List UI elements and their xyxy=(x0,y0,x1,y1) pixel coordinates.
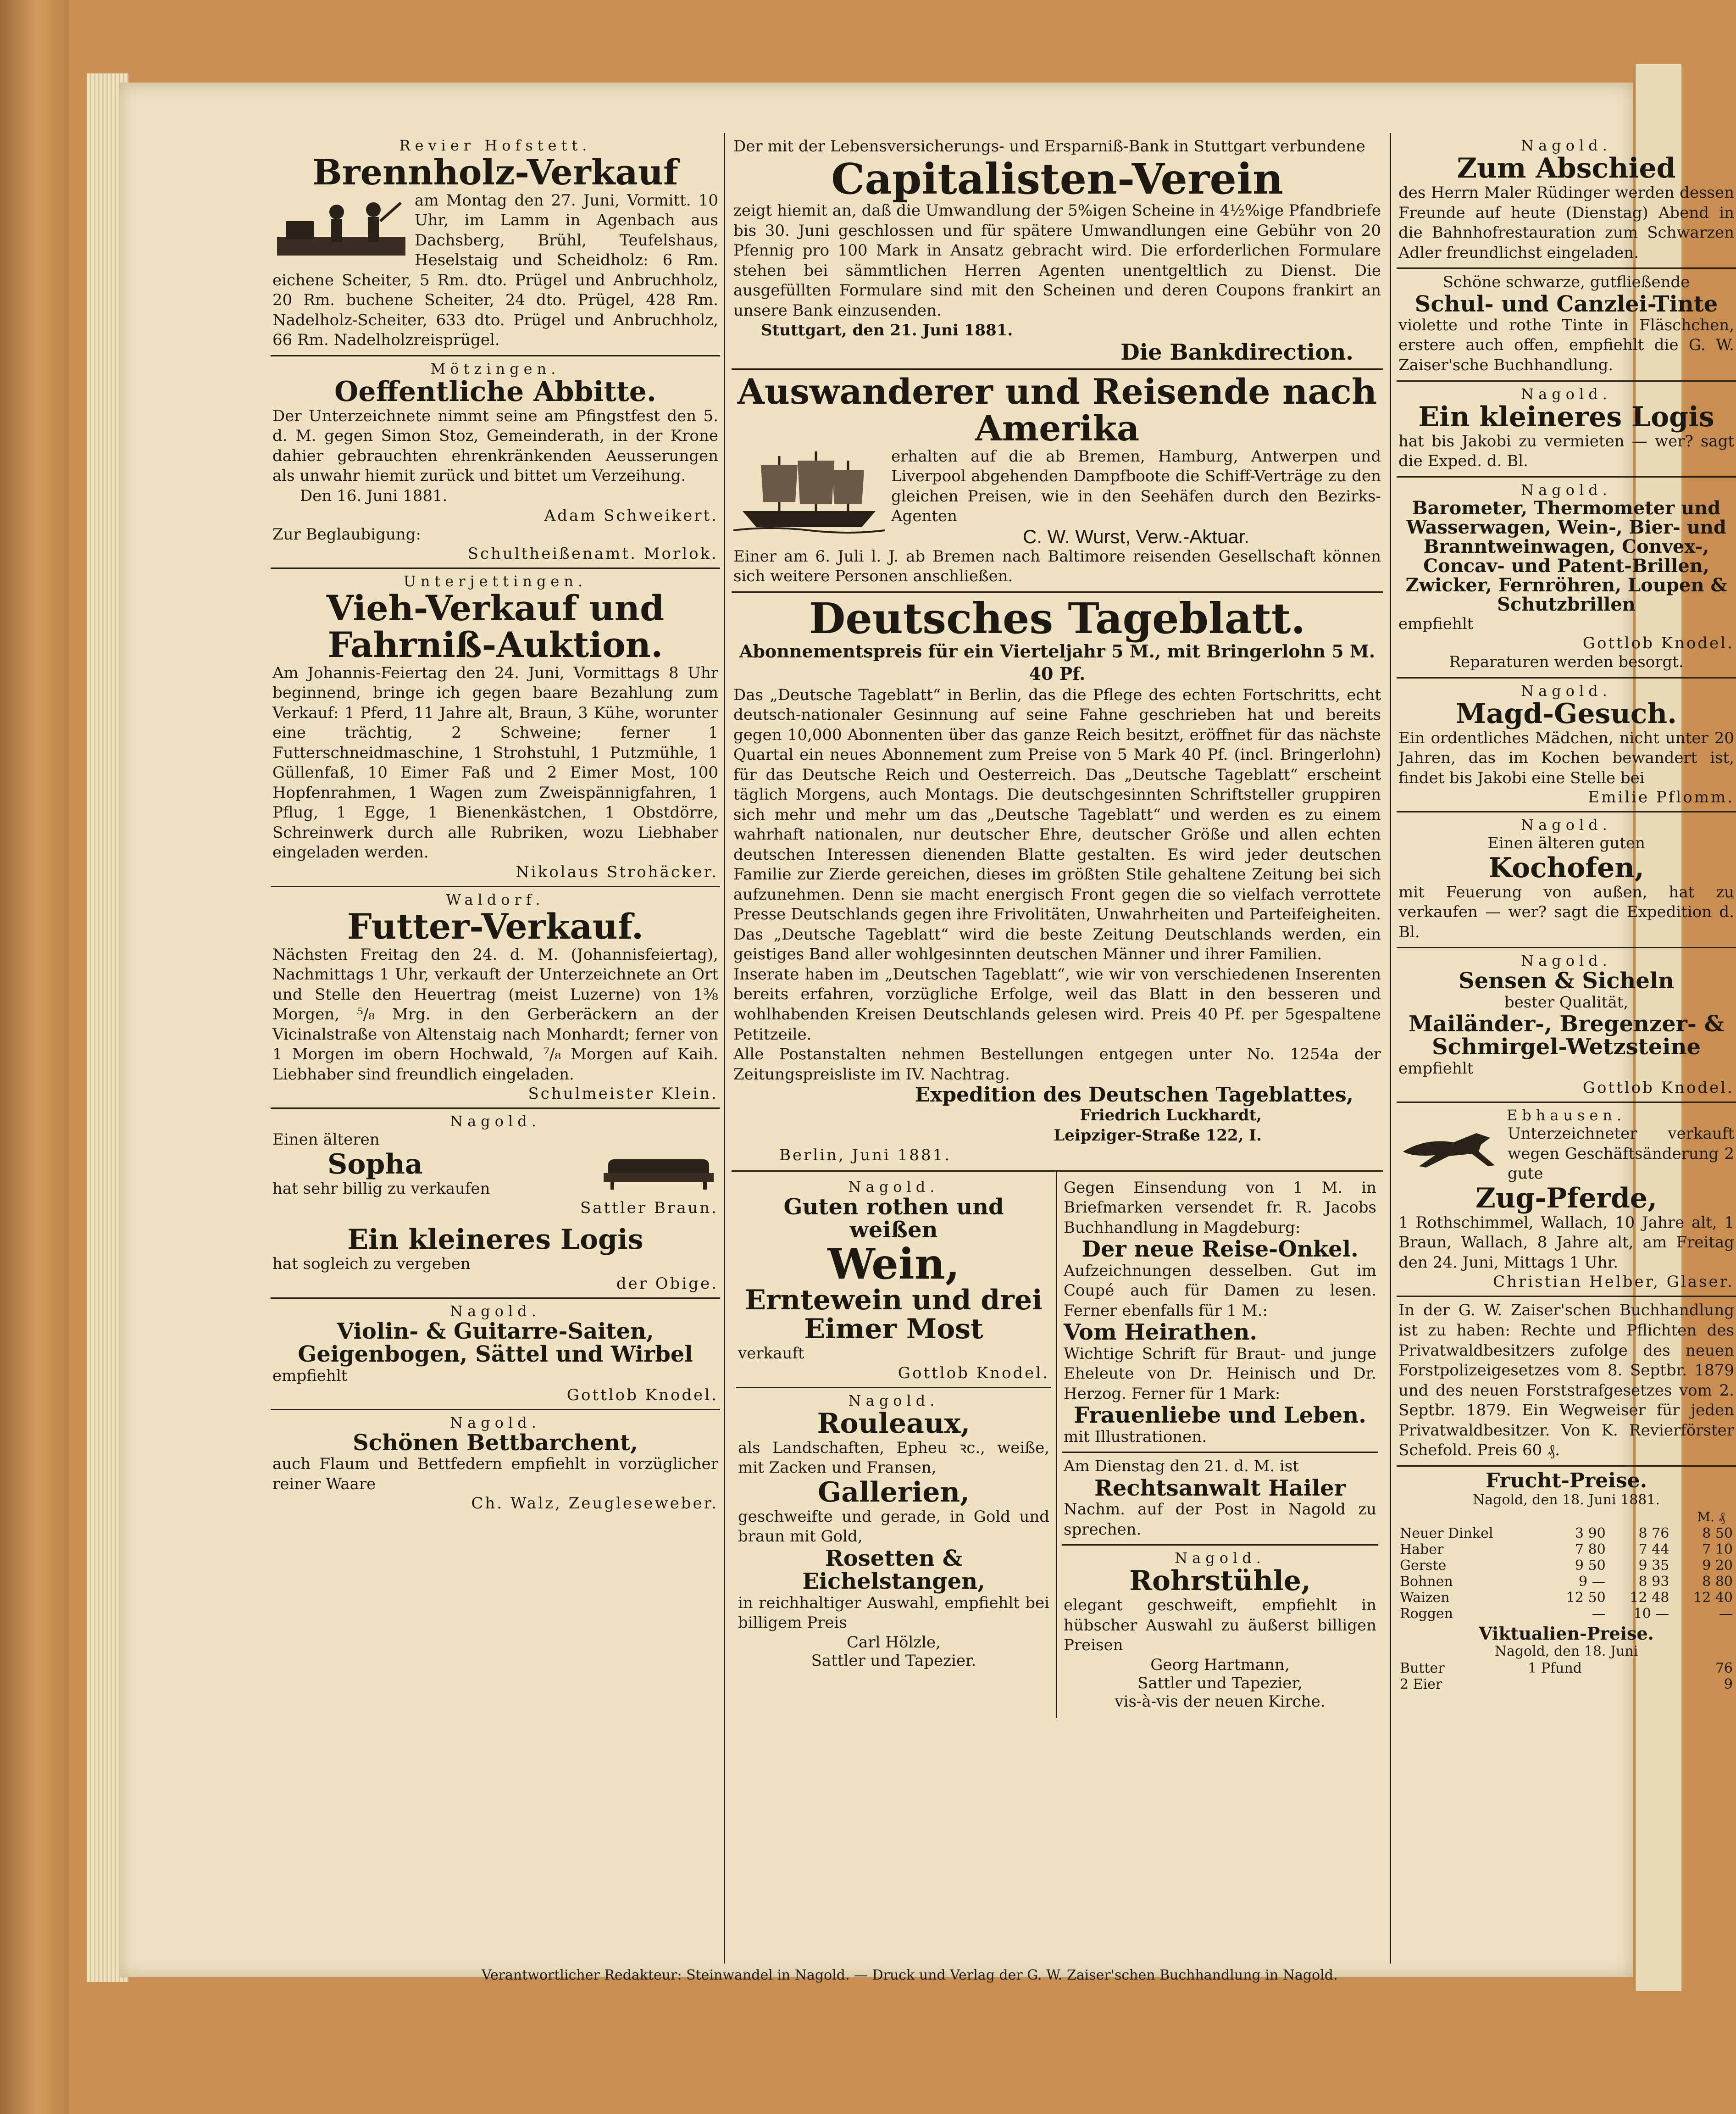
ad-capitalisten xyxy=(732,133,1383,370)
ad-pre: Einen älteren guten xyxy=(1487,834,1645,853)
ad-title: Schul- und Canzlei-Tinte xyxy=(1414,291,1718,317)
price-cell-name: Waizen xyxy=(1400,1590,1450,1606)
ad-saiten xyxy=(271,1299,720,1410)
ad-signer: der Obige. xyxy=(616,1274,718,1293)
price-cell-qty xyxy=(1526,1676,1680,1692)
ad-title: Deutsches Tageblatt. xyxy=(809,593,1306,643)
ad-reiseonkel xyxy=(1062,1174,1378,1453)
ad-text: Nächsten Freitag den 24. d. M. (Johannisfeiertag), Nachmittags 1 Uhr, verkauft der Unterzeichnete an Ort und Stelle den Heuertrag (meist Luzerne) von 1⅜ Morgen, ⁵/₈ Mrg. in den Gerberäckern an der Vicinalstraße von Altenstaig nach Monhardt; ferner von 1 Morgen im obern Hochwald, ⁷/₈ Morgen auf Kaih. Liebhaber sind freundlich eingeladen. xyxy=(272,945,718,1084)
newspaper-page xyxy=(119,83,1734,1983)
price-cell-name: 2 Eier xyxy=(1400,1676,1442,1693)
ad-signer: Adam Schweikert. xyxy=(544,506,718,525)
ad-text-1: als Landschaften, Epheu ꝛc., weiße, mit Zacken und Fransen, xyxy=(738,1438,1049,1477)
price-cell-a: 3 90 xyxy=(1575,1525,1606,1542)
price-row xyxy=(1398,1574,1734,1590)
price-cell-name: Gerste xyxy=(1400,1558,1447,1574)
ad-text-4: mit Illustrationen. xyxy=(1064,1427,1207,1446)
ad-sub: bester Qualität, xyxy=(1504,993,1629,1012)
ad-text-1: Am Dienstag den 21. d. M. ist xyxy=(1064,1457,1299,1476)
price-title-2: Viktualien-Preise. xyxy=(1479,1623,1654,1644)
ad-text: erhalten auf die ab Bremen, Hamburg, Antwerpen und Liverpool abgehenden Dampfboote die Schiff-Verträge zu den gleichen Preisen, wie in den Seehäfen durch den Bezirks-Agenten xyxy=(891,447,1381,526)
ad-title: Vieh-Verkauf und Fahrniß-Auktion. xyxy=(326,588,665,665)
ad-text: hat sehr billig zu verkaufen xyxy=(272,1179,490,1198)
price-cell-b: 7 44 xyxy=(1638,1541,1669,1558)
ad-text: Das „Deutsche Tageblatt“ in Berlin, das die Pflege des echten Fortschritts, echt deutsch-nationaler Gesinnung auf seine Fahne geschrieben hat und bereits gegen 10,000 Abonnenten über das ganze Reich besitzt, eröffnet für das nächste Quartal ein neues Abonnement zum Preise von 5 Mark 40 Pf. (incl. Bringerlohn) für das Deutsche Reich und Oesterreich. Das „Deutsche Tageblatt“ erscheint täglich Morgens, auch Montags. Die deutschgesinnten Schriftsteller gruppiren sich mehr und mehr um das „Deutsche Tageblatt“ und werden es zu einem wahrhaft nationalen, nur deutscher Ehre, deutscher Größe und allen echten deutschen Interessen dienenden Blatte gestalten. Es wird jeder deutschen Familie zur Zierde gereichen, dieses im größten Stile gehaltene Zeitung bei sich aufzunehmen. Denn sie macht energisch Front gegen die so vielfach verrottete Presse Deutschlands gegen ihre Frivolitäten, Unwahrheiten und Parteifeigheiten. Das „Deutsche Tageblatt“ wird die beste Zeitung Deutschlands werden, ein geistiges Band aller wohlgesinnten deutschen Männer und ihrer Familien. xyxy=(733,685,1381,964)
ad-location: Nagold. xyxy=(1521,682,1612,700)
footer-imprint: Verantwortlicher Redakteur: Steinwandel in Nagold. — Druck und Verlag der G. W. Zaiser'schen Buchhandlung in Nagold. xyxy=(482,1967,1338,1983)
ad-title: Barometer, Thermometer und Wasserwagen, Wein-, Bier- und Branntweinwagen, Convex-, Concav- und Patent-Brillen, Zwicker, Fernröhren, Loupen & Schutzbrillen xyxy=(1405,497,1727,615)
ad-text-2: 1 Rothschimmel, Wallach, 10 Jahre alt, 1 Braun, Wallach, 8 Jahre alt, am Freitag den 24. Juni, Mittags 1 Uhr. xyxy=(1398,1213,1734,1272)
ad-tageblatt xyxy=(732,593,1383,1172)
ad-title-3: Erntewein und drei Eimer Most xyxy=(745,1284,1043,1346)
price-cell-name: Roggen xyxy=(1400,1606,1453,1622)
woodcutters-illustration-icon xyxy=(272,194,410,262)
ad-location: Nagold. xyxy=(1521,816,1612,834)
price-cell-name: Neuer Dinkel xyxy=(1400,1525,1493,1542)
ad-cert-by: Schultheißenamt. Morlok. xyxy=(467,545,718,563)
column-2 xyxy=(732,133,1383,1718)
ad-text: elegant geschweift, empfiehlt in hübscher Auswahl zu äußerst billigen Preisen xyxy=(1064,1596,1376,1655)
ad-title: Futter-Verkauf. xyxy=(347,906,644,947)
price-cell-a: 9 — xyxy=(1579,1574,1606,1590)
price-cell-a: — xyxy=(1592,1606,1606,1622)
price-date: Nagold, den 18. Juni 1881. xyxy=(1472,1491,1660,1508)
ad-date: Stuttgart, den 21. Juni 1881. xyxy=(761,321,1013,340)
ad-title: Magd-Gesuch. xyxy=(1456,697,1677,730)
price-cell-c: 7 10 xyxy=(1702,1541,1733,1558)
ad-title: Ein kleineres Logis xyxy=(347,1224,643,1256)
ad-signer: Gottlob Knodel. xyxy=(566,1386,718,1405)
ad-signer: Georg Hartmann, xyxy=(1150,1655,1290,1674)
ad-title-3: Rosetten & Eichelstangen, xyxy=(802,1545,985,1595)
ad-kochofen xyxy=(1397,812,1736,948)
ad-signer: Die Bankdirection. xyxy=(1120,339,1353,365)
ad-signer: Schulmeister Klein. xyxy=(528,1085,718,1103)
ad-expedition-address: Leipziger-Straße 122, I. xyxy=(1054,1126,1262,1145)
ad-logis xyxy=(271,1222,720,1299)
ad-sensen xyxy=(1397,948,1736,1103)
ad-location: Nagold. xyxy=(1521,385,1612,403)
price-date-2: Nagold, den 18. Juni xyxy=(1494,1643,1638,1659)
price-table xyxy=(1398,1525,1734,1622)
ad-text-1: Gegen Einsendung von 1 M. in Briefmarken versendet fr. R. Jacobs Buchhandlung in Magdeburg: xyxy=(1064,1178,1376,1237)
price-cell-name: Bohnen xyxy=(1400,1574,1453,1590)
ad-location: Nagold. xyxy=(1521,952,1612,970)
ad-text-3: in reichhaltiger Auswahl, empfiehlt bei billigem Preis xyxy=(738,1593,1049,1632)
ad-text2: Inserate haben im „Deutschen Tageblatt“, wie wir von verschiedenen Inserenten bereits erfahren, vorzügliche Erfolge, weil das Blatt in den besseren und wohlhabenden Kreisen Deutschlands gelesen wird. Preis 40 Pf. per 5gespaltene Petitzeile. xyxy=(733,965,1381,1044)
ad-sub: Abonnementspreis für ein Vierteljahr 5 M., mit Bringerlohn 5 M. 40 Pf. xyxy=(739,641,1375,684)
split-section xyxy=(732,1172,1383,1718)
ad-location: Nagold. xyxy=(1521,481,1612,499)
ad-signer-2: Sattler und Tapezier. xyxy=(811,1651,976,1670)
price-cell-val: 9 xyxy=(1724,1676,1733,1693)
ad-text: des Herrn Maler Rüdinger werden dessen Freunde auf heute (Dienstag) Abend in die Bahnhofrestauration zum Schwarzen Adler freundlichst eingeladen. xyxy=(1398,184,1734,262)
ad-rouleaux xyxy=(736,1388,1051,1675)
split-right xyxy=(1057,1172,1383,1718)
ad-signer: Emilie Pflomm. xyxy=(1588,788,1734,807)
ad-title: Capitalisten-Verein xyxy=(831,154,1283,204)
price-cell-c: — xyxy=(1719,1606,1733,1622)
ad-text3: Alle Postanstalten nehmen Bestellungen entgegen unter No. 1254a der Zeitungspreisliste im IV. Nachtrag. xyxy=(733,1045,1381,1084)
ad-title: Sensen & Sicheln xyxy=(1458,968,1674,994)
ad-location: Unterjettingen. xyxy=(403,573,588,590)
ad-signer: Sattler Braun. xyxy=(580,1199,718,1218)
ad-note: Einer am 6. Juli l. J. ab Bremen nach Baltimore reisenden Gesellschaft können sich weitere Personen anschließen. xyxy=(733,547,1381,586)
ad-signer: Gottlob Knodel. xyxy=(1582,634,1734,653)
ad-location: Waldorf. xyxy=(446,890,545,908)
ad-location: Nagold. xyxy=(848,1391,939,1409)
ad-title: Zum Abschied xyxy=(1457,152,1676,184)
price-row xyxy=(1398,1590,1734,1606)
price-cell-a: 7 80 xyxy=(1575,1541,1606,1558)
ad-tinte xyxy=(1397,269,1736,381)
ad-pre: Einen älteren xyxy=(272,1130,380,1149)
ad-expedition-name: Friedrich Luckhardt, xyxy=(1080,1106,1262,1125)
ad-location: Mötzingen. xyxy=(430,360,560,378)
ad-text: hat bis Jakobi zu vermieten — wer? sagt die Exped. d. Bl. xyxy=(1398,432,1734,471)
ad-text-3: Wichtige Schrift für Braut- und junge Eheleute von Dr. Heinisch und Dr. Herzog. Ferner für 1 Mark: xyxy=(1064,1344,1376,1403)
price-cell-c: 8 80 xyxy=(1702,1574,1733,1590)
price-cell-name: Haber xyxy=(1400,1541,1444,1558)
price-row xyxy=(1398,1558,1734,1574)
ad-text-2: geschweifte und gerade, in Gold und braun mit Gold, xyxy=(738,1507,1049,1546)
price-cell-name: Butter xyxy=(1400,1660,1445,1677)
price-title: Frucht-Preise. xyxy=(1485,1469,1647,1492)
ad-location: Nagold. xyxy=(450,1414,541,1432)
ad-text: verkauft xyxy=(738,1344,804,1363)
column-3 xyxy=(1397,133,1736,1697)
ad-magd xyxy=(1397,679,1736,813)
ad-intro: Der mit der Lebensversicherungs- und Ersparniß-Bank in Stuttgart verbundene xyxy=(733,137,1365,156)
price-cell-b: 9 35 xyxy=(1638,1558,1669,1574)
price-cell-a: 12 50 xyxy=(1566,1590,1606,1606)
ad-text: mit Feuerung von außen, hat zu verkaufen — wer? sagt die Expedition d. Bl. xyxy=(1398,883,1734,941)
ad-title-1: Guten rothen und weißen xyxy=(783,1194,1004,1243)
ad-text: In der G. W. Zaiser'schen Buchhandlung ist zu haben: Rechte und Pflichten des Privatwaldbesitzers zufolge des neuen Forstpolizeigesetzes vom 8. Septbr. 1879 und des neuen Forststrafgesetzes vom 2. Septbr. 1879. Ein Wegweiser für jeden Privatwaldbesitzer. Von K. Revierförster Schefold. Preis 60 ₰. xyxy=(1398,1301,1734,1460)
ad-signer: Ch. Walz, Zeugleseweber. xyxy=(471,1494,718,1513)
ad-signer: Nikolaus Strohäcker. xyxy=(516,862,718,881)
ad-title: Oeffentliche Abbitte. xyxy=(334,375,656,408)
ad-agent: C. W. Wurst, Verw.-Aktuar. xyxy=(1022,525,1249,547)
ad-futterverkauf xyxy=(271,887,720,1109)
ad-bettbarchent xyxy=(271,1410,720,1517)
ad-location: Nagold. xyxy=(450,1113,541,1130)
price-unit: M. ₰ xyxy=(1697,1509,1725,1525)
ad-text: Der Unterzeichnete nimmt seine am Pfingstfest den 5. d. M. gegen Simon Stoz, Gemeinderath, in der Krone dahier gebrauchten ehrenkränkenden Aeusserungen als unwahr hiemit zurück und bittet um Verzeihung. xyxy=(272,406,718,485)
ad-logis-2 xyxy=(1397,382,1736,478)
ad-location: Nagold. xyxy=(1175,1549,1265,1567)
price-cell-a: 9 50 xyxy=(1575,1558,1606,1574)
ad-brennholz xyxy=(271,133,720,356)
ad-title: Violin- & Guitarre-Saiten, Geigenbogen, Sättel und Wirbel xyxy=(298,1318,693,1368)
price-cell-c: 12 40 xyxy=(1693,1590,1733,1606)
price-cell-val: 76 xyxy=(1715,1660,1733,1677)
split-left xyxy=(732,1172,1057,1718)
ad-wein xyxy=(736,1174,1051,1388)
ad-title-2: Wein, xyxy=(827,1239,960,1289)
ad-location: Nagold. xyxy=(450,1302,541,1320)
ad-text: Am Johannis-Feiertag den 24. Juni, Vormittags 8 Uhr beginnend, bringe ich gegen baare Bezahlung zum Verkauf: 1 Pferd, 11 Jahre alt, Braun, 3 Kühe, worunter eine trächtig, 2 Schweine; ferner 1 Futterschneidmaschine, 1 Strohstuhl, 1 Putzmühle, 1 Güllenfaß, 10 Eimer Faß und 2 Eimer Most, 100 Hopfenrahmen, 1 Wagen zum Zweispännigfahren, 1 Pflug, 1 Egge, 1 Bienenkästchen, 1 Obstdörre, Schreinwerk durch alle Rubriken, wozu Liebhaber eingeladen werden. xyxy=(272,663,718,862)
price-cell-b: 10 — xyxy=(1633,1606,1669,1622)
ad-barometer xyxy=(1397,478,1736,679)
ad-privatwald xyxy=(1397,1297,1736,1466)
ad-text: violette und rothe Tinte in Fläschchen, erstere auch offen, empfiehlt die G. W. Zaiser'sche Buchhandlung. xyxy=(1398,316,1734,374)
column-1 xyxy=(271,133,720,1517)
ad-signer-3: vis-à-vis der neuen Kirche. xyxy=(1115,1692,1326,1711)
price-cell-c: 9 20 xyxy=(1702,1558,1733,1574)
price-row xyxy=(1398,1660,1734,1676)
ad-title: Kochofen, xyxy=(1488,851,1644,884)
price-cell-qty: 1 Pfund xyxy=(1528,1660,1582,1677)
ad-text: am Montag den 27. Juni, Vormitt. 10 Uhr, im Lamm in Agenbach aus Dachsberg, Brühl, Teufelshaus, Heselstaig und Scheidholz: 6 Rm. eichene Scheiter, 5 Rm. dto. Prügel und Anbruchholz, 20 Rm. buchene Scheiter, 24 dto. Prügel, 428 Rm. Nadelholz-Scheiter, 633 dto. Prügel und Anbruchholz, 66 Rm. Nadelholzreisprügel. xyxy=(272,191,718,350)
ad-signer: Gottlob Knodel. xyxy=(1582,1079,1734,1097)
ad-text: hat sogleich zu vergeben xyxy=(272,1255,471,1274)
ad-text: empfiehlt xyxy=(1398,614,1474,633)
ad-title: Rohrstühle, xyxy=(1129,1565,1311,1597)
ad-signer-2: Sattler und Tapezier, xyxy=(1137,1674,1303,1692)
ad-text-2: Aufzeichnungen desselben. Gut im Coupé auch für Damen zu lesen. Ferner ebenfalls für 1 M.: xyxy=(1064,1261,1376,1320)
ad-text: empfiehlt xyxy=(272,1366,348,1385)
ad-text: auch Flaum und Bettfedern empfiehlt in vorzüglicher reiner Waare xyxy=(272,1455,718,1493)
ad-title-1: Der neue Reise-Onkel. xyxy=(1082,1236,1359,1263)
ad-title: Brennholz-Verkauf xyxy=(312,152,678,193)
price-cell-b: 8 76 xyxy=(1638,1525,1669,1542)
ad-expedition: Expedition des Deutschen Tageblattes, xyxy=(915,1083,1353,1107)
ad-signer: Christian Helber, Glaser. xyxy=(1493,1273,1734,1291)
ad-title: Ein kleineres Logis xyxy=(1418,401,1714,433)
ad-date: Den 16. Juni 1881. xyxy=(300,486,448,505)
price-cell-c: 8 50 xyxy=(1702,1525,1733,1542)
sailing-ship-icon xyxy=(733,447,885,534)
ad-title-1: Rouleaux, xyxy=(817,1407,971,1440)
ad-signer: Carl Hölzle, xyxy=(847,1633,941,1652)
ad-note: Reparaturen werden besorgt. xyxy=(1449,653,1684,672)
ad-abschied xyxy=(1397,133,1736,269)
ad-title-2: Mailänder-, Bregenzer- & Schmirgel-Wetzsteine xyxy=(1409,1011,1724,1060)
ad-auswanderer xyxy=(732,370,1383,593)
ad-text: Unterzeichneter verkauft wegen Geschäftsänderung 2 gute xyxy=(1508,1124,1734,1183)
ad-location: Nagold. xyxy=(1521,137,1612,154)
ad-text: zeigt hiemit an, daß die Umwandlung der 5%igen Scheine in 4½%ige Pfandbriefe bis 30. Juni geschlossen und für spätere Umwandlungen eine Gebühr von 20 Pfennig pro 100 Mark in Ansatz gebracht wird. Die erforderlichen Formulare stehen bei sämmtlichen Herren Agenten unentgeltlich zu Dienst. Die ausgefüllten Formulare sind mit den Scheinen und deren Coupons frankirt an unsere Bank einzusenden. xyxy=(733,201,1381,320)
ad-title-3: Frauenliebe und Leben. xyxy=(1074,1402,1366,1429)
ad-title: Auswanderer und Reisende nach Amerika xyxy=(737,371,1377,449)
ad-title-2: Vom Heirathen. xyxy=(1064,1319,1258,1346)
ad-signer: Gottlob Knodel. xyxy=(898,1363,1049,1382)
ad-title: Rechtsanwalt Hailer xyxy=(1094,1475,1346,1501)
ad-date: Berlin, Juni 1881. xyxy=(779,1146,952,1165)
horse-illustration-icon xyxy=(1398,1124,1504,1170)
ad-cert: Zur Beglaubigung: xyxy=(272,525,421,544)
ad-location: Revier Hofstett. xyxy=(399,137,592,154)
ad-sopha xyxy=(271,1109,720,1222)
ad-viehverkauf xyxy=(271,569,720,887)
ad-text-2: Nachm. auf der Post in Nagold zu sprechen. xyxy=(1064,1500,1376,1539)
price-row xyxy=(1398,1676,1734,1692)
ad-title: Sopha xyxy=(327,1148,423,1180)
price-cell-b: 12 48 xyxy=(1630,1590,1669,1606)
column-rule xyxy=(724,133,725,1964)
price-row xyxy=(1398,1541,1734,1558)
ad-pre: Schöne schwarze, gutfließende xyxy=(1442,273,1690,292)
ad-zugpferde xyxy=(1397,1103,1736,1297)
sofa-illustration-icon xyxy=(599,1150,718,1191)
ad-text: empfiehlt xyxy=(1398,1059,1474,1078)
ad-rechtsanwalt xyxy=(1062,1453,1378,1546)
book-binding xyxy=(0,0,69,2114)
price-cell-b: 8 93 xyxy=(1638,1574,1669,1590)
ad-text: Ein ordentliches Mädchen, nicht unter 20 Jahren, das im Kochen bewandert ist, findet bis Jakobi eine Stelle bei xyxy=(1398,729,1734,787)
ad-title: Schönen Bettbarchent, xyxy=(353,1430,638,1456)
ad-location: Nagold. xyxy=(848,1178,939,1196)
ad-title: Zug-Pferde, xyxy=(1475,1182,1657,1214)
ad-rohrstuehle xyxy=(1062,1546,1378,1715)
ad-title-2: Gallerien, xyxy=(818,1476,970,1508)
ad-abbitte xyxy=(271,356,720,569)
price-row xyxy=(1398,1525,1734,1541)
price-list xyxy=(1397,1467,1736,1697)
price-table-2 xyxy=(1398,1660,1734,1692)
price-row xyxy=(1398,1606,1734,1622)
ad-location: Ebhausen. xyxy=(1506,1107,1626,1124)
column-rule xyxy=(1390,133,1391,1964)
